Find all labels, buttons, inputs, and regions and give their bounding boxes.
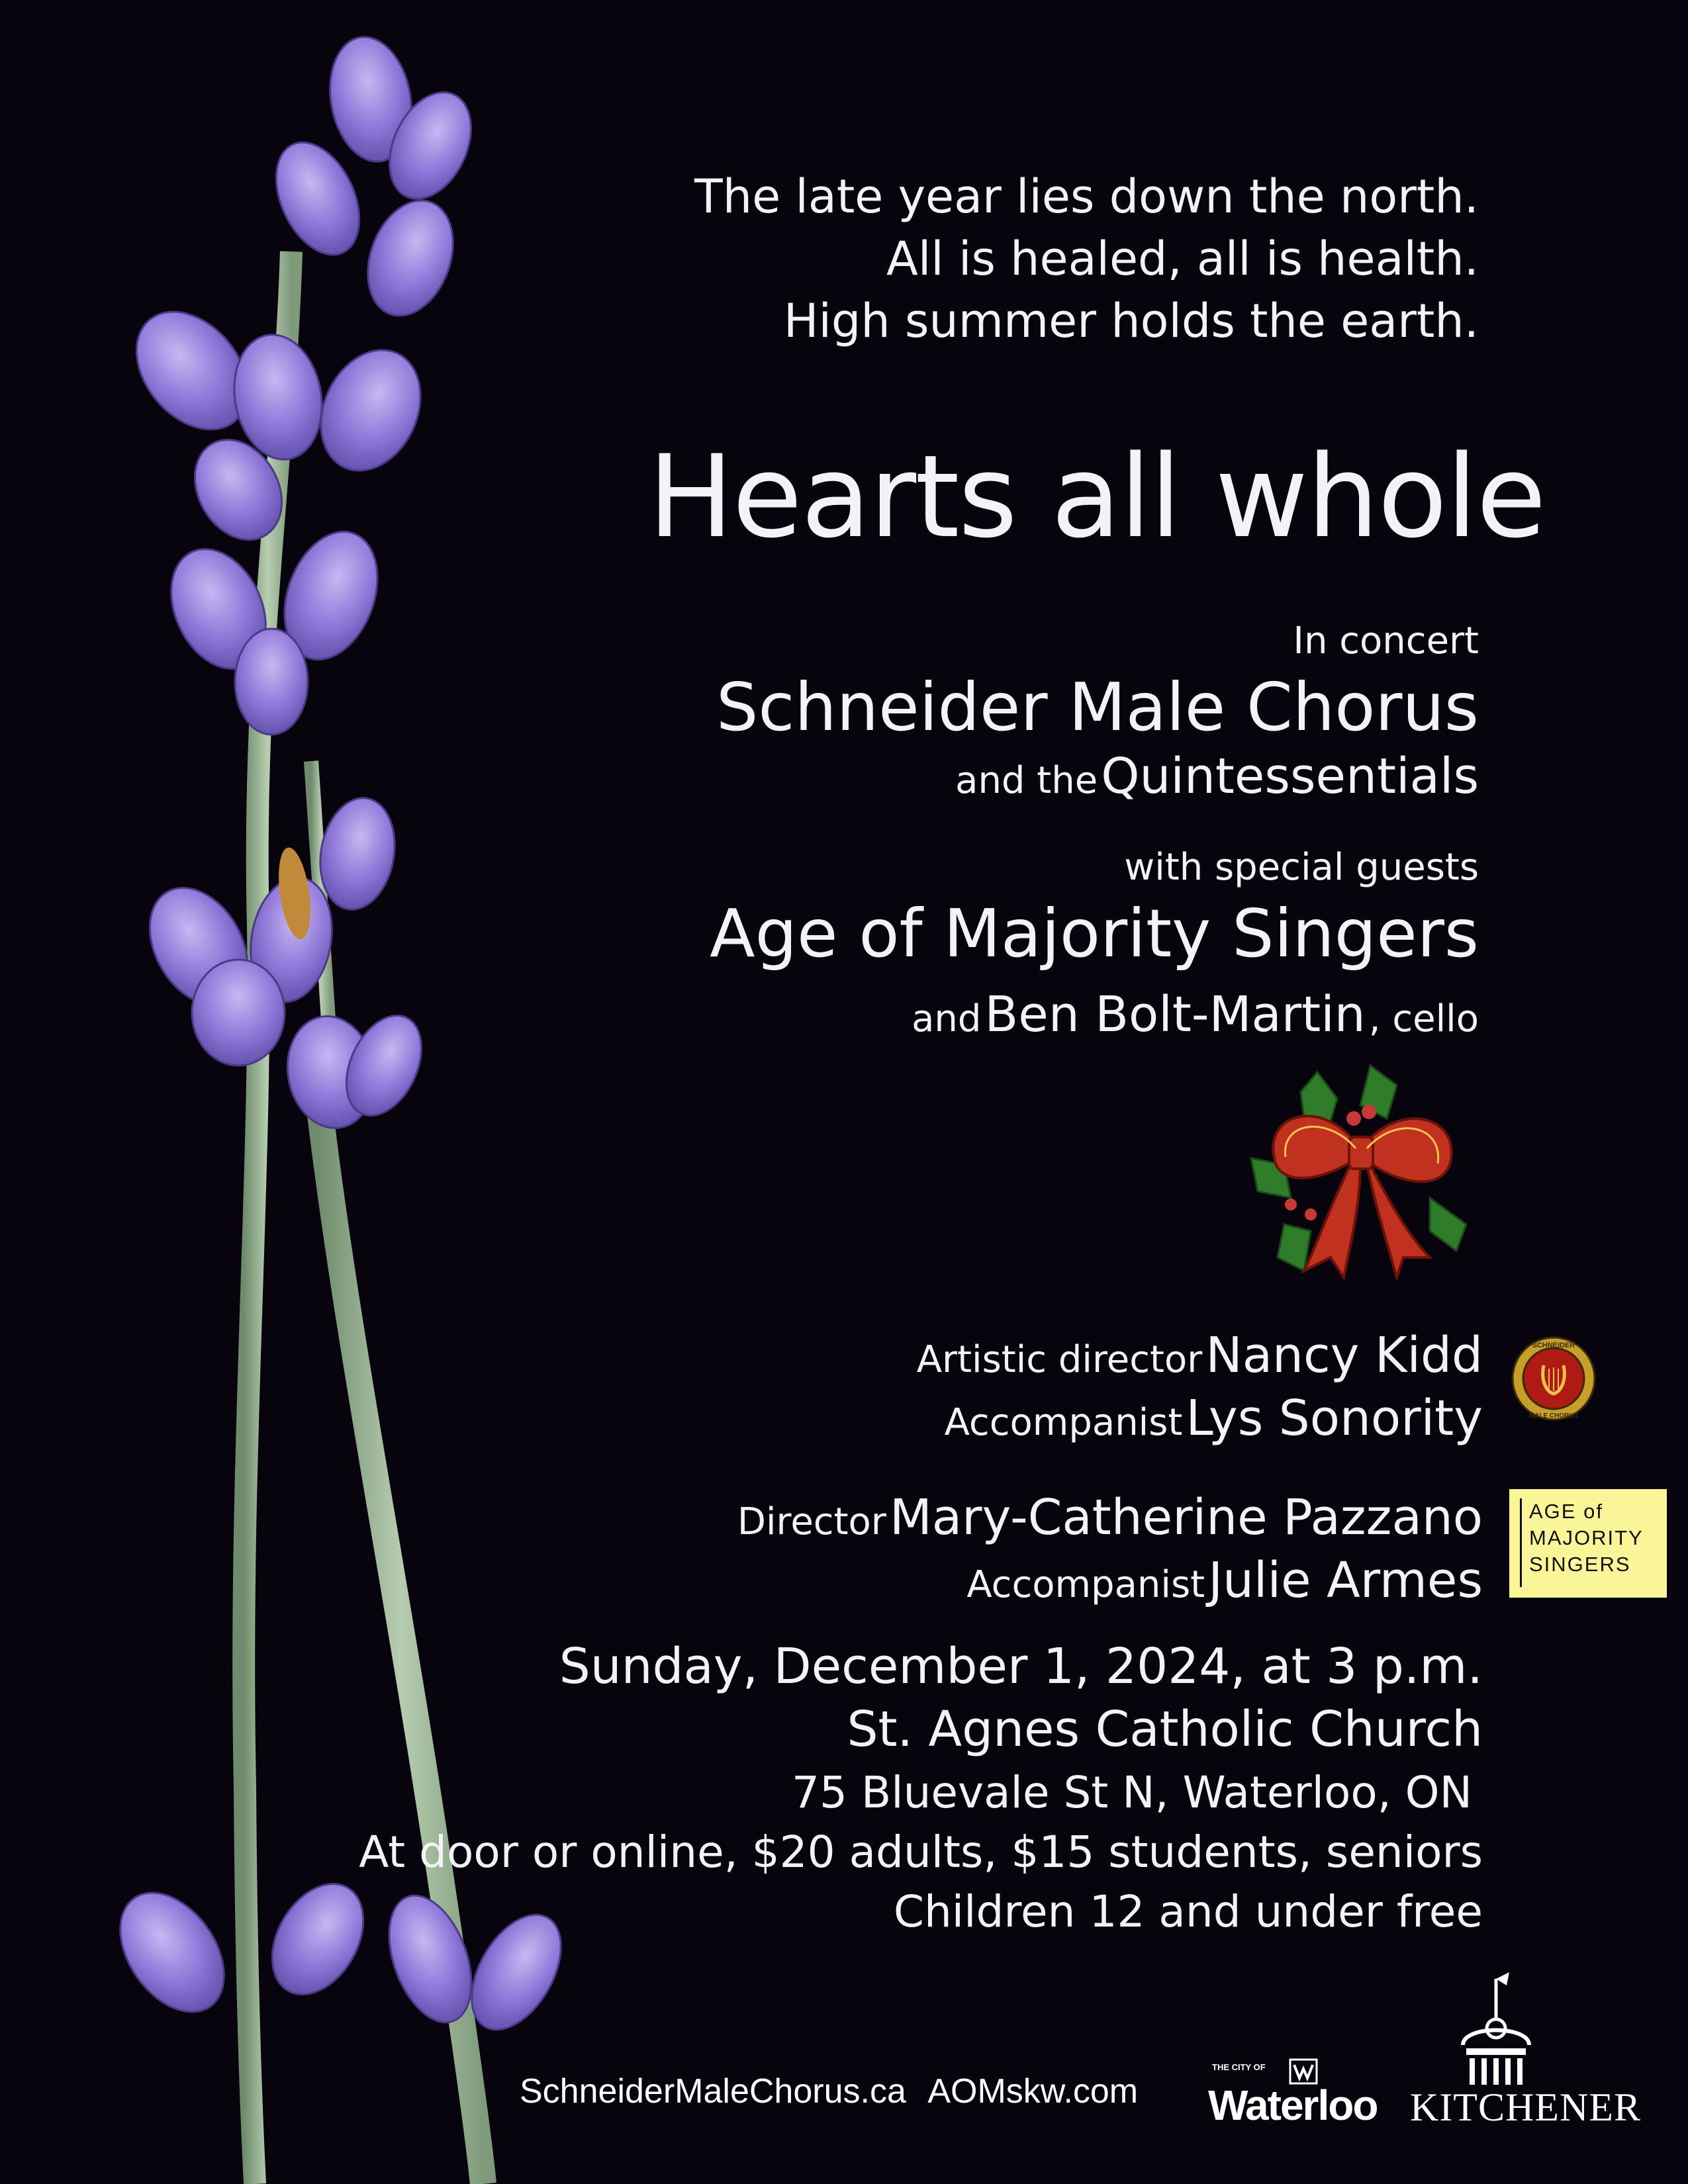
waterloo-small-text: THE CITY OF	[1212, 2062, 1266, 2072]
concert-title: Hearts all whole	[647, 430, 1545, 563]
and-the-label: and the	[955, 759, 1098, 802]
aom-url-link[interactable]: AOMskw.com	[927, 2072, 1139, 2111]
aom-director-role: Director	[737, 1500, 886, 1543]
city-of-waterloo-logo	[1208, 2058, 1400, 2131]
aom-accompanist-line	[966, 1552, 1483, 1609]
smc-director-name: Nancy Kidd	[1205, 1327, 1483, 1384]
event-date-time: Sunday, December 1, 2024, at 3 p.m.	[559, 1638, 1483, 1695]
smc-director-line	[917, 1327, 1483, 1384]
aom-logo-line-2: MAJORITY	[1529, 1526, 1644, 1549]
age-of-majority-singers-logo	[1509, 1489, 1667, 1598]
event-tickets: At door or online, $20 adults, $15 students, seniors	[359, 1827, 1483, 1878]
concert-intro: In concert	[1293, 619, 1479, 662]
verse-line-1: The late year lies down the north.	[694, 169, 1479, 224]
event-address: 75 Bluevale St N, Waterloo, ON	[792, 1767, 1472, 1818]
instrument-label: , cello	[1368, 997, 1479, 1040]
aom-logo-line-1: AGE of	[1529, 1500, 1603, 1523]
smc-url-link[interactable]: SchneiderMaleChorus.ca	[520, 2072, 906, 2111]
aom-logo-line-3: SINGERS	[1529, 1553, 1631, 1576]
event-children: Children 12 and under free	[893, 1886, 1483, 1937]
event-venue: St. Agnes Catholic Church	[847, 1701, 1483, 1758]
smc-accompanist-line	[945, 1390, 1483, 1447]
group-line	[955, 748, 1479, 805]
kitchener-clocktower-icon	[1443, 1972, 1542, 2085]
holly-bow-icon	[1238, 1059, 1476, 1297]
soloist-line	[912, 986, 1479, 1043]
waterloo-name: Waterloo	[1208, 2081, 1378, 2129]
smc-accompanist-name: Lys Sonority	[1186, 1390, 1483, 1447]
footer-urls	[520, 2071, 1138, 2111]
aom-director-name: Mary-Catherine Pazzano	[889, 1489, 1483, 1546]
guest-choir-name: Age of Majority Singers	[710, 895, 1479, 972]
aom-accompanist-role: Accompanist	[966, 1563, 1205, 1606]
verse	[694, 165, 1479, 352]
and-label: and	[912, 997, 982, 1040]
city-of-kitchener-logo	[1410, 1972, 1641, 2131]
smc-director-role: Artistic director	[916, 1338, 1203, 1381]
group-name: Quintessentials	[1101, 748, 1479, 805]
schneider-male-chorus-logo	[1511, 1336, 1597, 1422]
smc-accompanist-role: Accompanist	[944, 1401, 1183, 1444]
aom-director-line	[737, 1489, 1483, 1546]
soloist-name: Ben Bolt-Martin	[984, 986, 1366, 1043]
kitchener-name: KITCHENER	[1410, 2085, 1641, 2129]
smc-logo-top-text: SCHNEIDER	[1532, 1342, 1575, 1349]
smc-logo-bottom-text: MALE CHORUS	[1528, 1412, 1579, 1420]
choir-name: Schneider Male Chorus	[716, 668, 1479, 746]
aom-accompanist-name: Julie Armes	[1208, 1552, 1483, 1609]
verse-line-2: All is healed, all is health.	[886, 232, 1479, 286]
verse-line-3: High summer holds the earth.	[783, 294, 1479, 348]
special-guests-intro: with special guests	[1124, 846, 1479, 889]
